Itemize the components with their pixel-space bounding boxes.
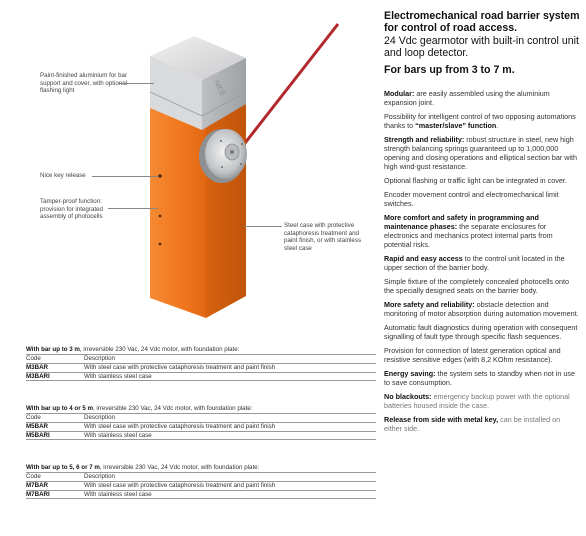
barrier-arm <box>238 24 338 152</box>
feature-list <box>384 89 580 433</box>
table-row: M5BAR With steel case with protective cataphoresis treatment and paint finish <box>26 422 376 431</box>
feature-item: Release from side with metal key, can be installed on either side. <box>384 415 561 434</box>
feature-item: More comfort and safety in programming and maintenance phases: the separate enclosures for electronics and mechanics protect internal parts from potential risks. <box>384 213 553 250</box>
barrier-drawing <box>0 0 370 340</box>
feature-item: Strength and reliability: robust structure in steel, new high strength balancing springs guaranteed up to 1,000,000 opening and closing operations and elliptical section bar with high wind-gust resistance. <box>384 135 577 172</box>
barrier-body-front <box>150 95 206 318</box>
table-row: M7BAR With steel case with protective cataphoresis treatment and paint finish <box>26 481 376 490</box>
feature-item: Provision for connection of latest generation optical and resistive sensitive edges (with 8,2 KOhm resistance). <box>384 346 561 365</box>
table-row: M7BARI With stainless steel case <box>26 490 376 499</box>
callout-steel-case: Steel case with protective cataphoresis treatment and paint finish, or with stainless steel case <box>284 222 362 252</box>
table-header-row: Code Description <box>26 413 376 422</box>
photocell-seat-icon <box>159 243 162 246</box>
table-row: M3BAR With steel case with protective cataphoresis treatment and paint finish <box>26 363 376 372</box>
callout-line <box>92 176 158 177</box>
product-illustration <box>0 0 370 340</box>
feature-item: Encoder movement control and electromechanical limit switches. <box>384 190 559 209</box>
feature-item: Simple fixture of the completely concealed photocells onto the specially designed seats on the barrier body. <box>384 277 569 296</box>
table-heading: With bar up to 5, 6 or 7 m, irreversible 230 Vac, 24 Vdc motor, with foundation plate: <box>26 464 260 471</box>
table-heading: With bar up to 4 or 5 m, irreversible 230 Vac, 24 Vdc motor, with foundation plate: <box>26 405 253 412</box>
feature-item: Modular: are easily assembled using the aluminium expansion joint. <box>384 89 550 108</box>
feature-item: No blackouts: emergency backup power with the optional batteries housed inside the case. <box>384 392 570 411</box>
table-heading: With bar up to 3 m, irreversible 230 Vac, 24 Vdc motor, with foundation plate: <box>26 346 240 353</box>
key-release-icon <box>158 174 162 178</box>
description-column <box>384 10 580 433</box>
product-range: For bars up from 3 to 7 m. <box>384 63 515 76</box>
table-header-row: Code Description <box>26 354 376 363</box>
feature-item: More safety and reliability: obstacle detection and monitoring of motor absorption during automation movement. <box>384 300 579 319</box>
table-row: M5BARI With stainless steel case <box>26 431 376 440</box>
product-title: Electromechanical road barrier system for control of road access. <box>384 10 580 35</box>
table-7m <box>26 464 376 499</box>
product-subtitle: 24 Vdc gearmotor with built-in control unit and loop detector. <box>384 34 579 60</box>
callout-key-release: Nice key release <box>40 172 86 179</box>
table-5m <box>26 405 376 440</box>
feature-item: Energy saving: the system sets to standby when not in use to save consumption. <box>384 369 575 388</box>
feature-item: Rapid and easy access to the control unit located in the upper section of the barrier body. <box>384 254 565 273</box>
feature-item: Possibility for intelligent control of two opposing automations thanks to “master/slave” function. <box>384 112 576 131</box>
cover-logo: NICE <box>212 79 227 98</box>
callout-line <box>244 226 282 227</box>
callout-aluminium: Paint-finished aluminium for bar support and cover, with optional flashing light <box>40 72 128 95</box>
feature-item: Optional flashing or traffic light can be integrated in cover. <box>384 176 567 186</box>
table-3m <box>26 346 376 381</box>
callout-line <box>108 208 158 209</box>
feature-item: Automatic fault diagnostics during operation with consequent signalling of fault type through specific flash sequences. <box>384 323 578 342</box>
callout-tamper: Tamper-proof function: provision for integrated assembly of photocells <box>40 198 103 221</box>
callout-line <box>118 83 154 84</box>
photocell-seat-icon <box>159 215 162 218</box>
table-row: M3BARI With stainless steel case <box>26 372 376 381</box>
table-header-row: Code Description <box>26 472 376 481</box>
